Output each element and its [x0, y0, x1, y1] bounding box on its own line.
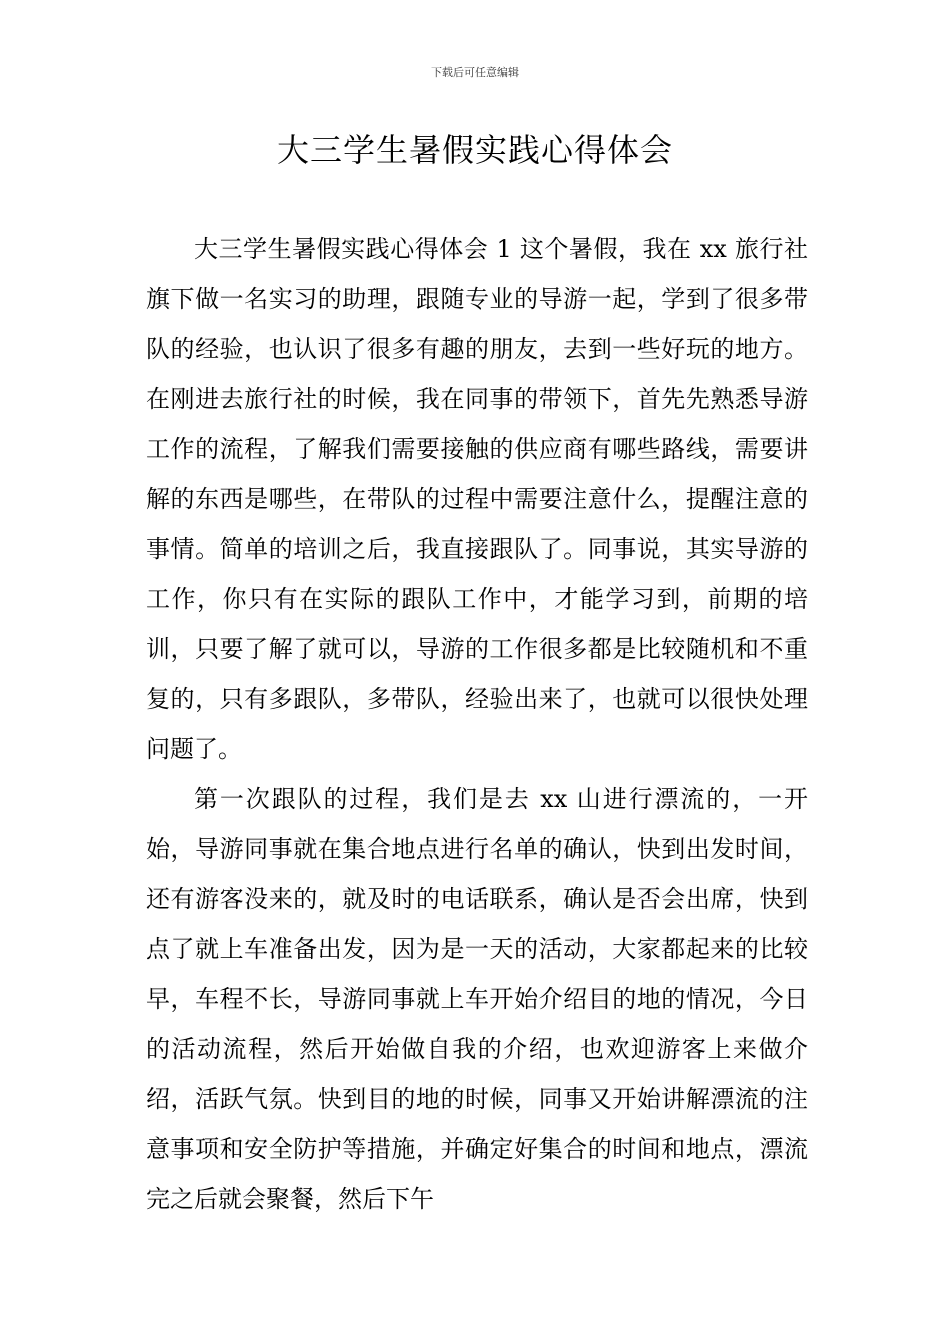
paragraph: 第一次跟队的过程，我们是去 xx 山进行漂流的，一开始，导游同事就在集合地点进行名单的确认，快到出发时间，还有游客没来的，就及时的电话联系，确认是否会出席，快到点了就上车准备出发，因为是一天的活动，大家都起来的比较早，车程不长，导游同事就上车开始介绍目的地的情况，今日的活动流程，然后开始做自我的介绍，也欢迎游客上来做介绍，活跃气氛。快到目的地的时候，同事又开始讲解漂流的注意事项和安全防护等措施，并确定好集合的时间和地点，漂流完之后就会聚餐，然后下午	[146, 785, 808, 1213]
document-body	[146, 224, 808, 1224]
header-note: 下载后可任意编辑	[431, 66, 519, 79]
paragraph: 大三学生暑假实践心得体会 1 这个暑假，我在 xx 旅行社旗下做一名实习的助理，跟随专业的导游一起，学到了很多带队的经验，也认识了很多有趣的朋友，去到一些好玩的地方。在刚进去旅行社的时候，我在同事的带领下，首先先熟悉导游工作的流程，了解我们需要接触的供应商有哪些路线，需要讲解的东西是哪些，在带队的过程中需要注意什么，提醒注意的事情。简单的培训之后，我直接跟队了。同事说，其实导游的工作，你只有在实际的跟队工作中，才能学习到，前期的培训，只要了解了就可以，导游的工作很多都是比较随机和不重复的，只有多跟队，多带队，经验出来了，也就可以很快处理问题了。	[146, 235, 808, 763]
document-title: 大三学生暑假实践心得体会	[276, 131, 673, 169]
